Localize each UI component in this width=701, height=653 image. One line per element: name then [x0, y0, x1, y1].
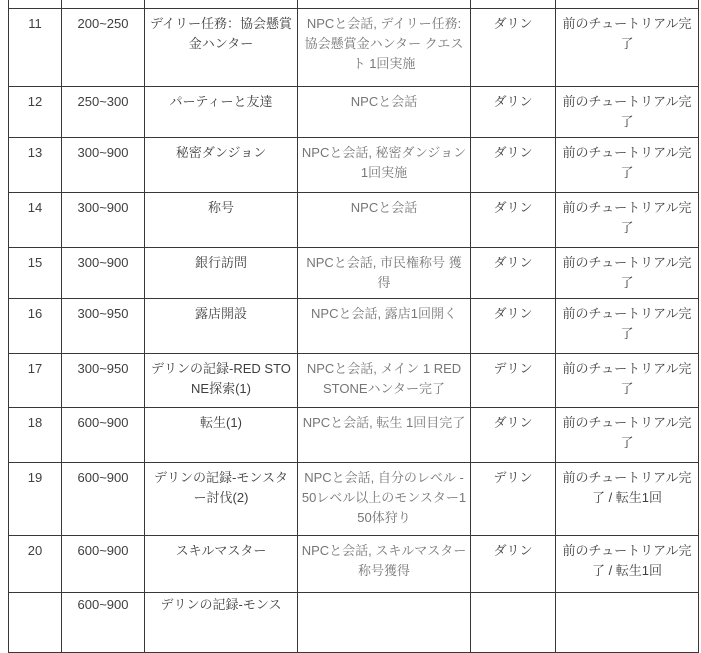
cell-number: 14	[9, 193, 62, 248]
cell-level-range: 300~950	[62, 299, 145, 354]
cell-level-range	[62, 0, 145, 9]
cell-npc	[471, 0, 556, 9]
cell-prerequisite: 前のチュートリアル完了	[556, 299, 699, 354]
cell-number	[9, 593, 62, 653]
cell-quest-name: デリンの記録-モンスター討伐(2)	[145, 463, 298, 536]
cell-number	[9, 0, 62, 9]
table-row	[9, 354, 699, 408]
cell-npc: ダリン	[471, 536, 556, 593]
table-row-partial-top	[9, 0, 699, 9]
cell-number: 18	[9, 408, 62, 463]
cell-npc	[471, 593, 556, 653]
cell-description	[298, 593, 471, 653]
cell-level-range: 300~900	[62, 248, 145, 299]
quest-table-body	[9, 0, 699, 653]
cell-level-range: 300~900	[62, 138, 145, 193]
cell-level-range: 300~900	[62, 193, 145, 248]
cell-npc: デリン	[471, 354, 556, 408]
cell-number: 20	[9, 536, 62, 593]
table-row	[9, 408, 699, 463]
cell-description: NPCと会話, 市民権称号 獲得	[298, 248, 471, 299]
cell-npc: ダリン	[471, 87, 556, 138]
table-row	[9, 87, 699, 138]
cell-description: NPCと会話, スキルマスター 称号獲得	[298, 536, 471, 593]
cell-level-range: 600~900	[62, 408, 145, 463]
cell-npc: デリン	[471, 463, 556, 536]
cell-npc: ダリン	[471, 299, 556, 354]
cell-prerequisite: 前のチュートリアル完了	[556, 87, 699, 138]
cell-number: 16	[9, 299, 62, 354]
cell-prerequisite: 前のチュートリアル完了	[556, 408, 699, 463]
cell-prerequisite: 前のチュートリアル完了	[556, 138, 699, 193]
table-row	[9, 138, 699, 193]
cell-npc: ダリン	[471, 9, 556, 87]
cell-npc: ダリン	[471, 248, 556, 299]
cell-quest-name: デイリー任務：協会懸賞金ハンター	[145, 9, 298, 87]
cell-quest-name: デリンの記録-RED STONE探索(1)	[145, 354, 298, 408]
cell-number: 11	[9, 9, 62, 87]
cell-number: 19	[9, 463, 62, 536]
cell-quest-name: 転生(1)	[145, 408, 298, 463]
table-row	[9, 248, 699, 299]
cell-quest-name: 銀行訪問	[145, 248, 298, 299]
cell-prerequisite: 前のチュートリアル完了	[556, 354, 699, 408]
cell-description: NPCと会話, 自分のレベル -50レベル以上のモンスター150体狩り	[298, 463, 471, 536]
cell-level-range: 600~900	[62, 463, 145, 536]
tutorial-quest-table	[8, 0, 699, 653]
cell-quest-name: スキルマスター	[145, 536, 298, 593]
cell-number: 12	[9, 87, 62, 138]
table-row	[9, 299, 699, 354]
cell-level-range: 600~900	[62, 593, 145, 653]
cell-npc: ダリン	[471, 138, 556, 193]
cell-level-range: 600~900	[62, 536, 145, 593]
cell-number: 17	[9, 354, 62, 408]
cell-prerequisite: 前のチュートリアル完了	[556, 9, 699, 87]
cell-quest-name: デリンの記録-モンス	[145, 593, 298, 653]
cell-quest-name: 秘密ダンジョン	[145, 138, 298, 193]
cell-description: NPCと会話	[298, 87, 471, 138]
cell-level-range: 200~250	[62, 9, 145, 87]
cell-prerequisite	[556, 0, 699, 9]
cell-description	[298, 0, 471, 9]
table-row	[9, 463, 699, 536]
cell-prerequisite: 前のチュートリアル完了 / 転生1回	[556, 536, 699, 593]
cell-npc: ダリン	[471, 408, 556, 463]
cell-level-range: 300~950	[62, 354, 145, 408]
table-row-partial-bottom	[9, 593, 699, 653]
cell-prerequisite: 前のチュートリアル完了	[556, 193, 699, 248]
cell-description: NPCと会話, 転生 1回目完了	[298, 408, 471, 463]
cell-prerequisite: 前のチュートリアル完了 / 転生1回	[556, 463, 699, 536]
cell-quest-name: 称号	[145, 193, 298, 248]
table-row	[9, 9, 699, 87]
cell-prerequisite: 前のチュートリアル完了	[556, 248, 699, 299]
cell-description: NPCと会話	[298, 193, 471, 248]
cell-number: 15	[9, 248, 62, 299]
cell-quest-name: パーティーと友達	[145, 87, 298, 138]
table-row	[9, 536, 699, 593]
cell-prerequisite	[556, 593, 699, 653]
cell-quest-name	[145, 0, 298, 9]
cell-description: NPCと会話, デイリー任務:協会懸賞金ハンター クエスト 1回実施	[298, 9, 471, 87]
cell-description: NPCと会話, 秘密ダンジョン 1回実施	[298, 138, 471, 193]
cell-level-range: 250~300	[62, 87, 145, 138]
cell-npc: ダリン	[471, 193, 556, 248]
cell-number: 13	[9, 138, 62, 193]
cell-description: NPCと会話, 露店1回開く	[298, 299, 471, 354]
cell-quest-name: 露店開設	[145, 299, 298, 354]
table-row	[9, 193, 699, 248]
cell-description: NPCと会話, メイン 1 RED STONEハンター完了	[298, 354, 471, 408]
